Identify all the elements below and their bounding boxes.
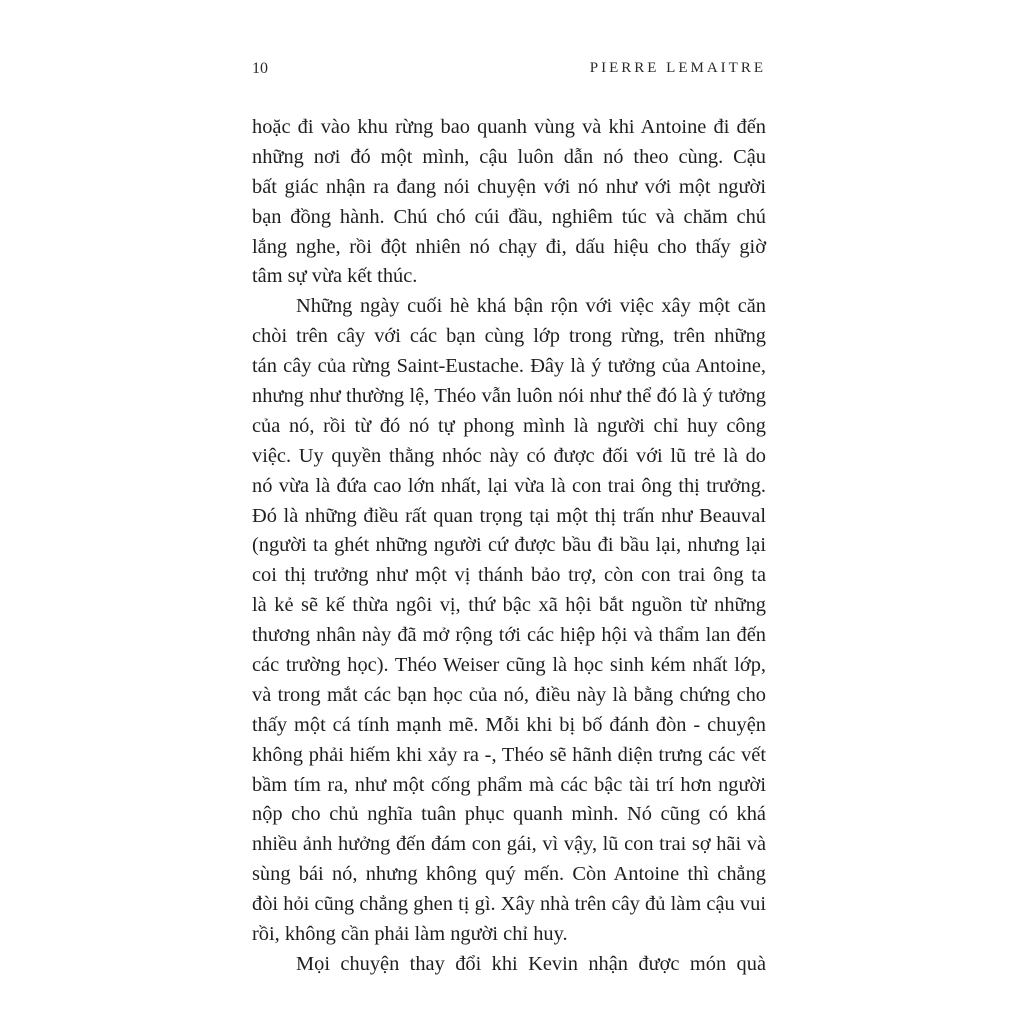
text-line: nhưng như thường lệ, Théo vẫn luôn nói như thể đó là ý tưởng bbox=[252, 385, 766, 408]
text-line: hoặc đi vào khu rừng bao quanh vùng và khi Antoine đi đến bbox=[252, 116, 766, 138]
page-number: 10 bbox=[252, 60, 268, 77]
text-line: các trường học). Théo Weiser cũng là học sinh kém nhất lớp, bbox=[252, 654, 766, 677]
text-line: đòi hỏi cũng chẳng ghen tị gì. Xây nhà trên cây đủ làm cậu vui bbox=[252, 893, 766, 916]
text-line: nhiều ảnh hưởng đến đám con gái, vì vậy, lũ con trai sợ hãi và bbox=[252, 833, 766, 856]
text-line: lắng nghe, rồi đột nhiên nó chạy đi, dấu hiệu cho thấy giờ bbox=[252, 235, 766, 258]
text-line: Mọi chuyện thay đổi khi Kevin nhận được món quà bbox=[296, 952, 766, 975]
text-line: bầm tím ra, như một cống phẩm mà các bậc tài trí hơn người bbox=[252, 773, 766, 796]
page-header bbox=[252, 60, 766, 84]
text-line: coi thị trưởng như một vị thánh bảo trợ, còn con trai ông ta bbox=[252, 564, 766, 587]
text-line: sùng bái nó, nhưng không quý mến. Còn Antoine thì chẳng bbox=[252, 863, 766, 886]
text-line: không phải hiếm khi xảy ra -, Théo sẽ hãnh diện trưng các vết bbox=[252, 743, 766, 766]
text-line: thấy một cá tính mạnh mẽ. Mỗi khi bị bố đánh đòn - chuyện bbox=[252, 713, 766, 736]
text-line: của nó, rồi từ đó nó tự phong mình là người chỉ huy công bbox=[252, 414, 766, 437]
text-line: rồi, không cần phải làm người chỉ huy. bbox=[252, 923, 568, 946]
body-text bbox=[252, 113, 766, 980]
text-line: và trong mắt các bạn học của nó, điều này là bằng chứng cho bbox=[252, 683, 766, 706]
text-line: chòi trên cây với các bạn cùng lớp trong rừng, trên những bbox=[252, 325, 766, 348]
text-line: là kẻ sẽ kế thừa ngôi vị, thứ bậc xã hội bắt nguồn từ những bbox=[252, 594, 766, 617]
text-line: (người ta ghét những người cứ được bầu đi bầu lại, nhưng lại bbox=[252, 534, 766, 557]
text-line: những nơi đó một mình, cậu luôn dẫn nó theo cùng. Cậu bbox=[252, 145, 766, 168]
text-line: bạn đồng hành. Chú chó cúi đầu, nghiêm túc và chăm chú bbox=[252, 205, 766, 228]
text-line: tâm sự vừa kết thúc. bbox=[252, 265, 418, 288]
text-line: thương nhân này đã mở rộng tới các hiệp hội và thẩm lan đến bbox=[252, 624, 766, 647]
text-line: tán cây của rừng Saint-Eustache. Đây là ý tưởng của Antoine, bbox=[252, 355, 766, 378]
text-line: việc. Uy quyền thằng nhóc này có được đối với lũ trẻ là do bbox=[252, 444, 766, 467]
text-line: Những ngày cuối hè khá bận rộn với việc xây một căn bbox=[296, 295, 766, 318]
running-title: PIERRE LEMAITRE bbox=[589, 60, 766, 76]
text-line: bất giác nhận ra đang nói chuyện với nó như với một người bbox=[252, 175, 766, 198]
text-line: nó vừa là đứa cao lớn nhất, lại vừa là con trai ông thị trưởng. bbox=[252, 474, 766, 497]
text-line: Đó là những điều rất quan trọng tại một thị trấn như Beauval bbox=[252, 504, 766, 527]
text-line: nộp cho chủ nghĩa tuân phục quanh mình. Nó cũng có khá bbox=[252, 803, 766, 826]
